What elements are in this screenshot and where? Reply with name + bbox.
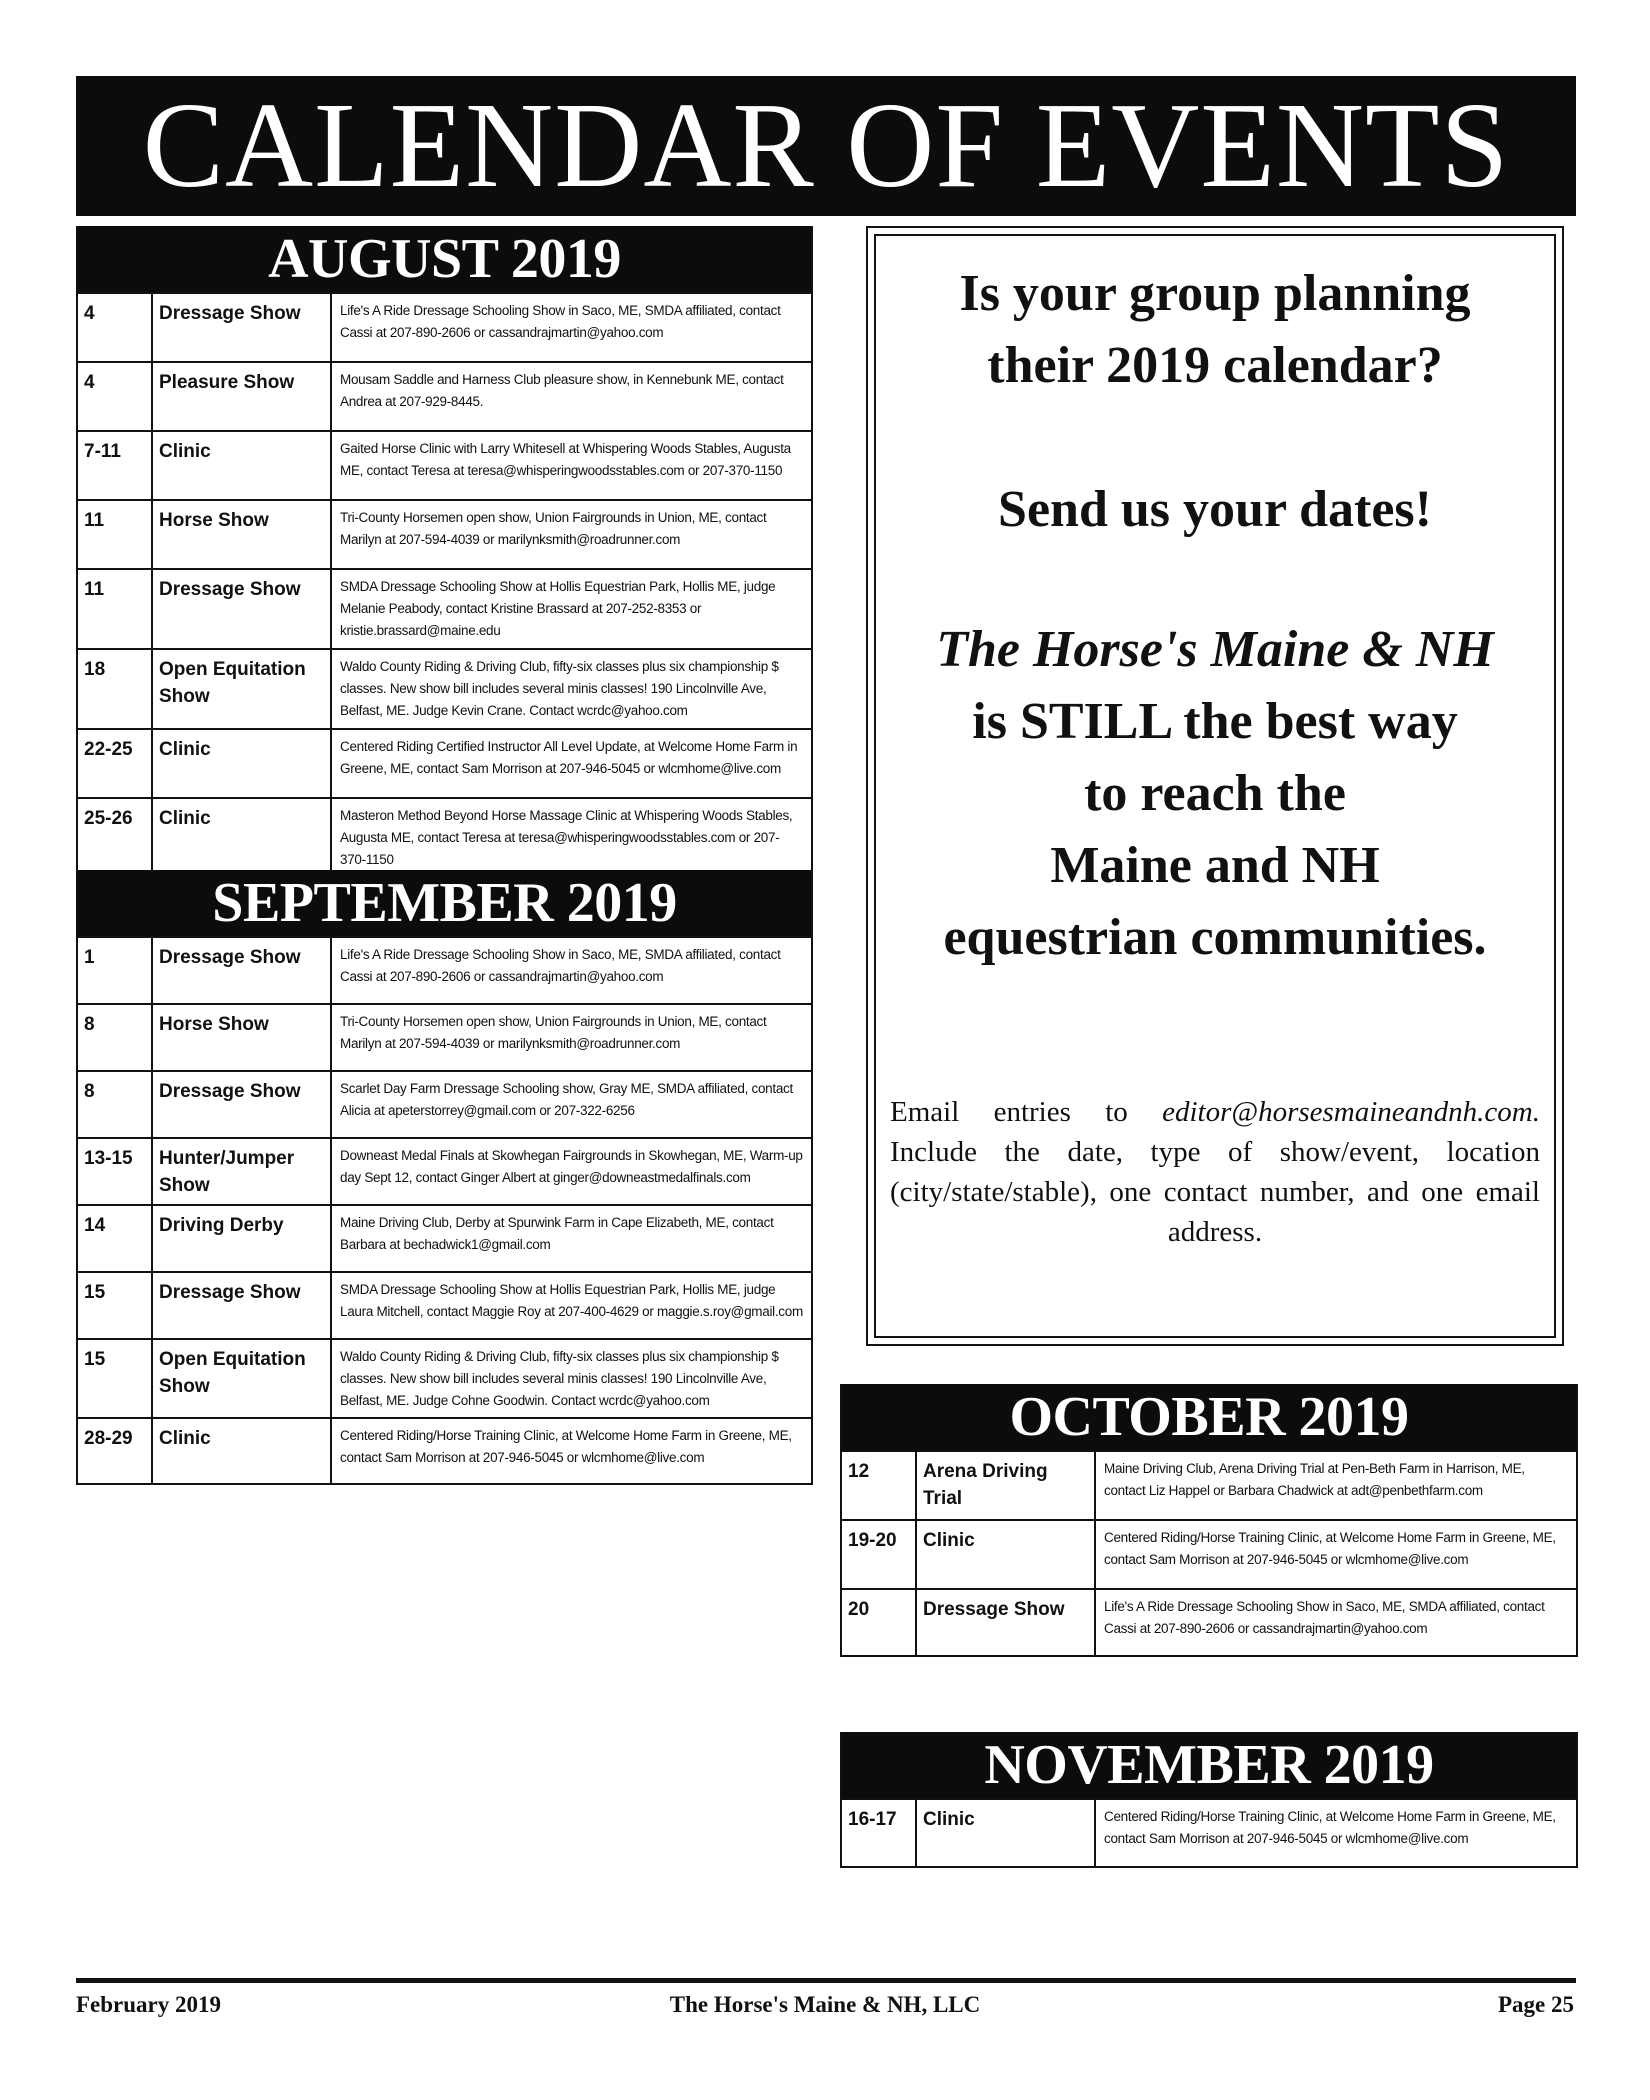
event-date: 19-20 <box>842 1521 917 1588</box>
ad-send-dates: Send us your dates! <box>998 481 1432 538</box>
ad-headline-line: their 2019 calendar? <box>987 337 1443 394</box>
month-heading: OCTOBER 2019 <box>842 1384 1576 1450</box>
footer-page-number: Page 25 <box>1497 1992 1574 2017</box>
ad-email-link[interactable]: editor@horsesmaineandnh.com. <box>1162 1096 1540 1128</box>
event-row <box>78 1271 811 1338</box>
promo-ad-box <box>866 226 1564 1346</box>
event-row <box>78 728 811 797</box>
event-type: Dressage Show <box>153 938 332 1003</box>
event-type: Clinic <box>153 799 332 875</box>
event-row <box>78 499 811 568</box>
event-row <box>78 1338 811 1417</box>
event-row <box>78 797 811 875</box>
event-description: Downeast Medal Finals at Skowhegan Fairgrounds in Skowhegan, ME, Warm-up day Sept 12, contact Ginger Albert at ginger@downeastmedalfinals.com <box>340 1148 803 1185</box>
event-row <box>842 1798 1576 1866</box>
event-type: Dressage Show <box>153 570 332 648</box>
event-row <box>78 568 811 648</box>
month-heading: AUGUST 2019 <box>78 226 811 292</box>
event-date: 20 <box>842 1590 917 1655</box>
event-description: Gaited Horse Clinic with Larry Whitesell at Whispering Woods Stables, Augusta ME, contact Teresa at teresa@whisperingwoodsstables.com or 207-370-1150 <box>340 441 791 478</box>
event-type: Clinic <box>153 730 332 797</box>
footer-publisher: The Horse's Maine & NH, LLC <box>669 1992 981 2017</box>
event-description: Masteron Method Beyond Horse Massage Clinic at Whispering Woods Stables, Augusta ME, contact Teresa at teresa@whisperingwoodsstables.com or 207-370-1150 <box>340 808 793 867</box>
event-description: Life's A Ride Dressage Schooling Show in Saco, ME, SMDA affiliated, contact Cassi at 207-890-2606 or cassandrajmartin@yahoo.com <box>340 303 781 340</box>
ad-body-line: to reach the <box>1084 765 1346 822</box>
month-table-september <box>76 870 813 1485</box>
event-date: 7-11 <box>78 432 153 499</box>
event-date: 4 <box>78 363 153 430</box>
ad-headline <box>876 236 1554 402</box>
event-description: SMDA Dressage Schooling Show at Hollis Equestrian Park, Hollis ME, judge Laura Mitchell, contact Maggie Roy at 207-400-4629 or maggie.s.roy@gmail.com <box>340 1282 803 1319</box>
event-row <box>78 292 811 361</box>
month-table-november <box>840 1732 1578 1868</box>
event-description: Centered Riding/Horse Training Clinic, at Welcome Home Farm in Greene, ME, contact Sam Morrison at 207-946-5045 or wlcmhome@live.com <box>340 1428 792 1465</box>
ad-body <box>876 686 1554 974</box>
event-description: SMDA Dressage Schooling Show at Hollis Equestrian Park, Hollis ME, judge Melanie Peabody, contact Kristine Brassard at 207-252-8353 or kristie.brassard@maine.edu <box>340 579 776 638</box>
event-date: 18 <box>78 650 153 728</box>
event-type: Horse Show <box>153 1005 332 1070</box>
event-description: Maine Driving Club, Arena Driving Trial at Pen-Beth Farm in Harrison, ME, contact Liz Happel or Barbara Chadwick at adt@penbethfarm.com <box>1104 1461 1525 1498</box>
event-type: Arena Driving Trial <box>917 1452 1096 1519</box>
ad-note-prefix: Email entries to <box>890 1096 1163 1128</box>
month-heading: SEPTEMBER 2019 <box>78 870 811 936</box>
month-table-october <box>840 1384 1578 1657</box>
event-description: Tri-County Horsemen open show, Union Fairgrounds in Union, ME, contact Marilyn at 207-594-4039 or marilynksmith@roadrunner.com <box>340 510 767 547</box>
event-date: 8 <box>78 1072 153 1137</box>
event-type: Driving Derby <box>153 1206 332 1271</box>
footer-divider <box>76 1978 1576 1983</box>
ad-body-line: Maine and NH <box>1050 837 1380 894</box>
event-row <box>78 1204 811 1271</box>
event-description: Mousam Saddle and Harness Club pleasure show, in Kennebunk ME, contact Andrea at 207-929-8445. <box>340 372 784 409</box>
event-row <box>842 1519 1576 1588</box>
event-type: Hunter/Jumper Show <box>153 1139 332 1204</box>
event-date: 28-29 <box>78 1419 153 1483</box>
event-row <box>78 430 811 499</box>
event-date: 12 <box>842 1452 917 1519</box>
promo-ad-inner-frame <box>874 234 1556 1338</box>
event-type: Dressage Show <box>153 1273 332 1338</box>
month-heading: NOVEMBER 2019 <box>842 1732 1576 1798</box>
event-type: Pleasure Show <box>153 363 332 430</box>
event-date: 13-15 <box>78 1139 153 1204</box>
event-date: 1 <box>78 938 153 1003</box>
event-row <box>78 1137 811 1204</box>
event-date: 15 <box>78 1340 153 1417</box>
event-description: Life's A Ride Dressage Schooling Show in Saco, ME, SMDA affiliated, contact Cassi at 207-890-2606 or cassandrajmartin@yahoo.com <box>340 947 781 984</box>
ad-publication-name: The Horse's Maine & NH <box>936 621 1494 678</box>
event-date: 4 <box>78 294 153 361</box>
event-description: Tri-County Horsemen open show, Union Fairgrounds in Union, ME, contact Marilyn at 207-594-4039 or marilynksmith@roadrunner.com <box>340 1014 767 1051</box>
month-table-august <box>76 226 813 877</box>
page-title-banner: CALENDAR OF EVENTS <box>76 76 1576 216</box>
event-date: 15 <box>78 1273 153 1338</box>
event-description: Waldo County Riding & Driving Club, fifty-six classes plus six championship $ classes. New show bill includes several minis classes! 190 Lincolnville Ave, Belfast, ME. Judge Cohne Goodwin. Contact wcrdc@yahoo.com <box>340 1349 779 1408</box>
ad-note-rest: Include the date, type of show/event, location (city/state/stable), one contact number, and one email address. <box>890 1136 1540 1248</box>
event-row <box>78 1003 811 1070</box>
event-type: Open Equitation Show <box>153 650 332 728</box>
event-row <box>78 1070 811 1137</box>
event-date: 11 <box>78 501 153 568</box>
event-description: Centered Riding Certified Instructor All Level Update, at Welcome Home Farm in Greene, ME, contact Sam Morrison at 207-946-5045 or wlcmhome@live.com <box>340 739 798 776</box>
event-row <box>78 361 811 430</box>
event-description: Centered Riding/Horse Training Clinic, at Welcome Home Farm in Greene, ME, contact Sam Morrison at 207-946-5045 or wlcmhome@live.com <box>1104 1809 1556 1846</box>
event-row <box>78 648 811 728</box>
event-date: 11 <box>78 570 153 648</box>
ad-submission-note <box>890 1092 1540 1252</box>
event-date: 25-26 <box>78 799 153 875</box>
event-type: Clinic <box>153 432 332 499</box>
event-type: Open Equitation Show <box>153 1340 332 1417</box>
event-date: 14 <box>78 1206 153 1271</box>
footer-issue-date: February 2019 <box>76 1992 222 2017</box>
event-type: Dressage Show <box>153 1072 332 1137</box>
ad-body-line: is STILL the best way <box>972 693 1458 750</box>
event-type: Clinic <box>917 1800 1096 1866</box>
event-type: Clinic <box>153 1419 332 1483</box>
event-row <box>842 1588 1576 1655</box>
event-type: Dressage Show <box>153 294 332 361</box>
event-date: 8 <box>78 1005 153 1070</box>
event-type: Horse Show <box>153 501 332 568</box>
ad-headline-line: Is your group planning <box>959 265 1471 322</box>
event-row <box>78 936 811 1003</box>
event-date: 16-17 <box>842 1800 917 1866</box>
event-description: Centered Riding/Horse Training Clinic, at Welcome Home Farm in Greene, ME, contact Sam Morrison at 207-946-5045 or wlcmhome@live.com <box>1104 1530 1556 1567</box>
ad-body-line: equestrian communities. <box>943 909 1487 966</box>
event-description: Waldo County Riding & Driving Club, fifty-six classes plus six championship $ classes. New show bill includes several minis classes! 190 Lincolnville Ave, Belfast, ME. Judge Kevin Crane. Contact wcrdc@yahoo.com <box>340 659 779 718</box>
event-date: 22-25 <box>78 730 153 797</box>
event-type: Clinic <box>917 1521 1096 1588</box>
event-description: Life's A Ride Dressage Schooling Show in Saco, ME, SMDA affiliated, contact Cassi at 207-890-2606 or cassandrajmartin@yahoo.com <box>1104 1599 1545 1636</box>
event-description: Maine Driving Club, Derby at Spurwink Farm in Cape Elizabeth, ME, contact Barbara at bechadwick1@gmail.com <box>340 1215 774 1252</box>
event-row <box>78 1417 811 1483</box>
event-description: Scarlet Day Farm Dressage Schooling show, Gray ME, SMDA affiliated, contact Alicia at apeterstorrey@gmail.com or 207-322-6256 <box>340 1081 793 1118</box>
event-row <box>842 1450 1576 1519</box>
event-type: Dressage Show <box>917 1590 1096 1655</box>
